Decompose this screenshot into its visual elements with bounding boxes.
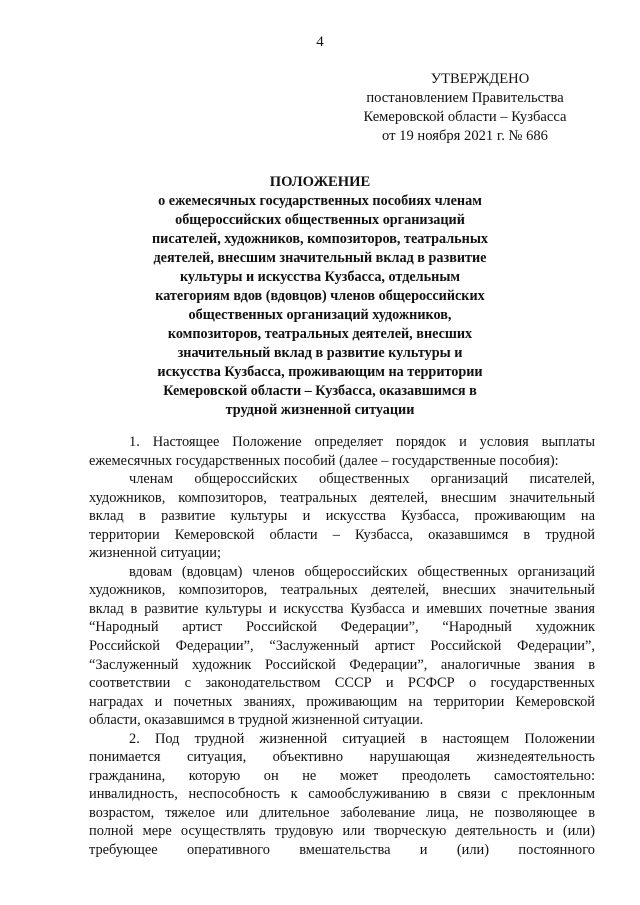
approval-stamp [340,70,590,146]
body-text-line: художников, композиторов, театральных деятелей, внесшим значительный [89,489,595,506]
body-text-line: гражданина, которую он не может преодолеть самостоятельно: [89,767,595,784]
title-line: искусства Кузбасса, проживающим на территории [157,364,483,380]
body-text-line: требующее оперативного вмешательства и (или) постоянного [89,842,595,859]
body-text-line: возрастом, тяжелое или длительное заболевание лица, не позволяющее в [89,804,595,821]
title-line: категориям вдов (вдовцов) членов общероссийских [155,288,485,304]
body-text-line: вклад в развитие культуры и искусства Кузбасса, проживающим на [89,508,595,525]
title-line: значительный вклад в развитие культуры и [177,345,463,361]
body-text-line: “Заслуженный художник Российской Федерации”, аналогичные звания в [89,656,595,673]
title-line: общероссийских общественных организаций [175,212,465,228]
body-text-line: понимается ситуация, объективно нарушающая жизнедеятельность [89,749,595,766]
body-text-line: художников, композиторов, театральных деятелей, внесших значительный [89,582,595,599]
title-line: культуры и искусства Кузбасса, отдельным [179,269,461,285]
title-line: общественных организаций художников, [188,307,452,323]
document-title: ПОЛОЖЕНИЕ [269,174,371,190]
body-text-line: членам общероссийских общественных организаций писателей, [129,471,595,488]
approval-line-region: Кемеровской области – Кузбасса [363,109,567,125]
body-text-line: вклад в развитие культуры и искусства Кузбасса и имевших почетные звания [89,600,595,617]
approval-line-resolution: постановлением Правительства [366,90,564,106]
title-line: трудной жизненной ситуации [225,402,415,418]
body-text-line: полной мере осуществлять трудовую или творческую деятельность и (или) [89,823,595,840]
title-line: деятелей, внесшим значительный вклад в развитие [153,250,487,266]
body-text-line: 2. Под трудной жизненной ситуацией в настоящем Положении [129,730,595,747]
body-text-line: 1. Настоящее Положение определяет порядок и условия выплаты [129,434,595,450]
body-text-line: ежемесячных государственных пособий (далее – государственные пособия): [89,452,559,469]
title-line: писателей, художников, композиторов, театральных [151,231,489,247]
body-text-line: территории Кемеровской области – Кузбасса, оказавшимся в трудной [89,526,595,543]
title-line: композиторов, театральных деятелей, внесших [167,326,473,342]
body-text-line: области, оказавшимся в трудной жизненной ситуации. [89,712,424,729]
approval-line-approved: УТВЕРЖДЕНО [430,71,530,87]
title-line: Кемеровской области – Кузбасса, оказавшимся в [163,383,477,399]
body-text-line: “Народный артист Российской Федерации”, “Народный художник [89,619,595,636]
body-text-line: соответствии с законодательством СССР и РСФСР о государственных [89,675,595,692]
body-text-line: инвалидность, неспособность к самообслуживанию в связи с преклонным [89,786,595,803]
body-text-line: наградах и почетных званиях, проживающим на территории Кемеровской [89,693,595,710]
body-text-line: вдовам (вдовцам) членов общероссийских общественных организаций [129,563,595,580]
body-text-line: Российской Федерации”, “Заслуженный артист Российской Федерации”, [89,638,595,655]
document-title-block [96,173,544,420]
document-body [89,433,595,860]
body-text-line: жизненной ситуации; [89,545,221,562]
approval-line-date: от 19 ноября 2021 г. № 686 [382,128,548,144]
page-number: 4 [316,34,324,50]
title-line: о ежемесячных государственных пособиях членам [158,193,482,209]
